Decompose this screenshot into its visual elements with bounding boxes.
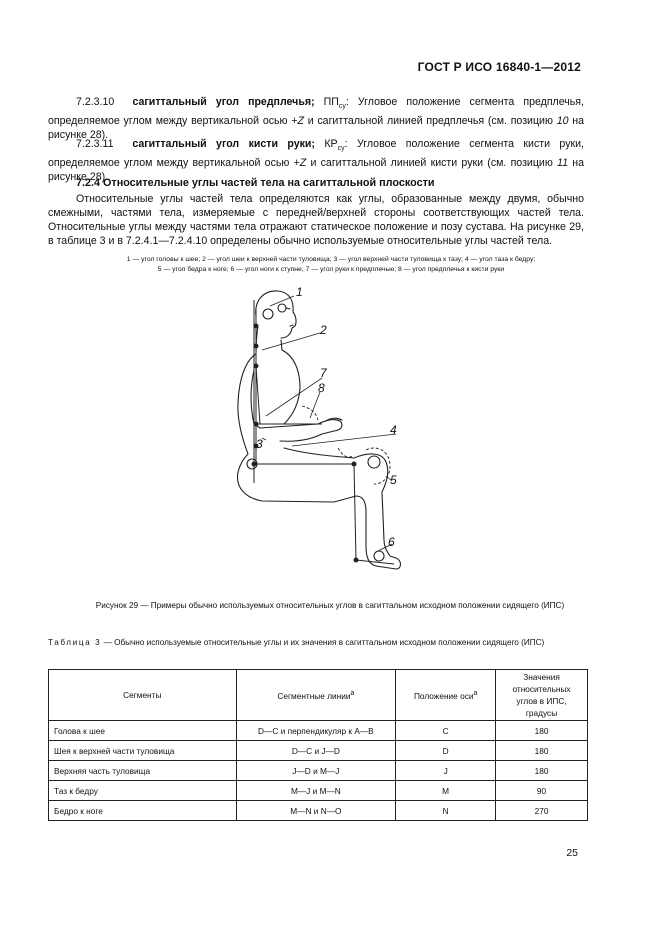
clause-text-3: на рисунке 28). (48, 157, 585, 184)
table-row (49, 761, 588, 781)
seated-figure-diagram (226, 278, 426, 588)
cell-value: 180 (496, 721, 588, 741)
cell-value: 180 (496, 761, 588, 781)
header-segment-lines-label: Сегментные линии (277, 690, 351, 701)
clause-text-1: : Угловое положение сегмента кисти руки, определяемое углом между вертикальной осью + (48, 138, 584, 170)
figure-label-7: 7 (320, 366, 327, 380)
table-row (49, 721, 588, 741)
header-axis-position (396, 670, 496, 721)
relative-angles-table (48, 669, 588, 821)
table-header-row (49, 670, 588, 721)
angle-arc-pelvis-thigh (338, 448, 354, 457)
clause-number: 7.2.3.10 (76, 96, 115, 108)
axis-z: Z (299, 157, 307, 170)
leader-2 (262, 333, 320, 350)
figure-label-2: 2 (320, 323, 327, 337)
clause-number: 7.2.3.11 (76, 138, 114, 150)
figure-label-1: 1 (296, 285, 303, 299)
cell-lines: J—D и M—J (236, 761, 396, 781)
cell-segment: Таз к бедру (49, 781, 237, 801)
clause-term: сагиттальный угол кисти руки; (132, 138, 315, 150)
cell-value: 90 (496, 781, 588, 801)
cell-value: 180 (496, 741, 588, 761)
cell-axis: J (396, 761, 496, 781)
cell-segment: Бедро к ноге (49, 801, 237, 821)
leader-4 (292, 434, 396, 446)
header-angle-values: Значения относительных углов в ИПС, градусы (496, 670, 588, 721)
joint-point (254, 422, 258, 426)
document-header: ГОСТ Р ИСО 16840-1—2012 (417, 60, 581, 74)
figure-label-8: 8 (318, 381, 325, 395)
header-axis-position-label: Положение оси (413, 690, 474, 701)
face-detail (286, 308, 293, 326)
ankle-marker (374, 551, 384, 561)
legend-line-1: 1 — угол головы к шее; 2 — угол шеи к верхней части туловища; 3 — угол верхней части туловища к тазу; 4 — угол таза к бедру; (126, 256, 536, 263)
cell-lines: M—N и N—O (236, 801, 396, 821)
cell-segment: Шея к верхней части туловища (49, 741, 237, 761)
clause-abbr-sub: су (337, 145, 345, 153)
axis-z: Z (297, 115, 304, 128)
joint-point (254, 364, 258, 368)
forearm-outline (260, 420, 342, 442)
page-number: 25 (566, 847, 578, 859)
table-row (49, 801, 588, 821)
header-segments: Сегменты (49, 670, 237, 721)
leg-segment (354, 464, 356, 560)
figure-label-6: 6 (388, 535, 395, 549)
clause-text-2: и сагиттальной линией кисти руки (см. позицию (306, 157, 558, 170)
clause-text-1: : Угловое положение сегмента предплечья, определяемое углом между вертикальной осью + (48, 96, 584, 128)
cell-segment: Верхняя часть туловища (49, 761, 237, 781)
cell-value: 270 (496, 801, 588, 821)
foot-segment (356, 560, 394, 564)
clause-text-3: на рисунке 28). (48, 115, 584, 142)
eye-marker (278, 304, 286, 312)
clause-abbr: КР (324, 138, 338, 150)
cell-segment: Голова к шее (49, 721, 237, 741)
thigh-top-outline (284, 448, 388, 540)
header-note-mark: а (473, 690, 478, 698)
joint-point (352, 462, 356, 466)
figure-caption: Рисунок 29 — Примеры обычно используемых относительных углов в сагиттальном исходном положении сидящего (ИПС) (95, 601, 565, 610)
clause-7-2-3-10 (48, 95, 584, 142)
clause-abbr: ПП (323, 96, 339, 108)
joint-point (354, 558, 358, 562)
legend-line-2: 5 — угол бедра к ноге; 6 — угол ноги к ступне; 7 — угол руки к предплечью; 8 — угол предплечья к кисти руки (157, 266, 505, 273)
cell-lines: D—C и J—D (236, 741, 396, 761)
clause-term: сагиттальный угол предплечья; (132, 96, 315, 108)
cell-lines: M—J и M—N (236, 781, 396, 801)
table-row (49, 741, 588, 761)
cell-axis: N (396, 801, 496, 821)
position-ref: 10 (556, 115, 569, 128)
section-paragraph: Относительные углы частей тела определяются как углы, образованные между двумя, обычно смежными, частями тела, измеряемые с передней/верхней стороны соответствующих частей тела. Относительные углы между частями тела отражают статическое положение и позу сустава. На рисунке 29, в таблице 3 и в 7.2.4.1—7.2.4.10 определены обычно используемые относительные углы частей тела. (48, 193, 584, 247)
section-heading: 7.2.4 Относительные углы частей тела на сагиттальной плоскости (76, 177, 435, 189)
shoulder-segment (256, 366, 260, 424)
joint-point (254, 324, 258, 328)
clause-text-2: и сагиттальной линией предплечья (см. позицию (303, 115, 557, 128)
position-ref: 11 (557, 157, 569, 170)
table-caption-text: — Обычно используемые относительные углы и их значения в сагиттальном исходном положении сидящего (ИПС) (101, 638, 545, 647)
table-caption-prefix: Таблица 3 (48, 638, 102, 647)
head-joint-marker (263, 309, 273, 319)
cell-axis: D (396, 741, 496, 761)
front-torso-outline (281, 340, 300, 424)
table-caption (48, 637, 588, 649)
figure-legend (40, 255, 622, 275)
joint-point (252, 462, 256, 466)
figure-label-4: 4 (390, 423, 397, 437)
cell-axis: M (396, 781, 496, 801)
cell-lines: D—C и перпендикуляр к A—B (236, 721, 396, 741)
cell-axis: C (396, 721, 496, 741)
header-segment-lines (236, 670, 396, 721)
joint-point (254, 344, 258, 348)
figure-label-5: 5 (390, 473, 397, 487)
figure-label-3: 3 (256, 437, 263, 451)
header-note-mark: а (350, 690, 355, 698)
clause-abbr-sub: су (338, 103, 346, 111)
table-row (49, 781, 588, 801)
thigh-bottom-outline (334, 496, 366, 546)
knee-marker (368, 456, 380, 468)
